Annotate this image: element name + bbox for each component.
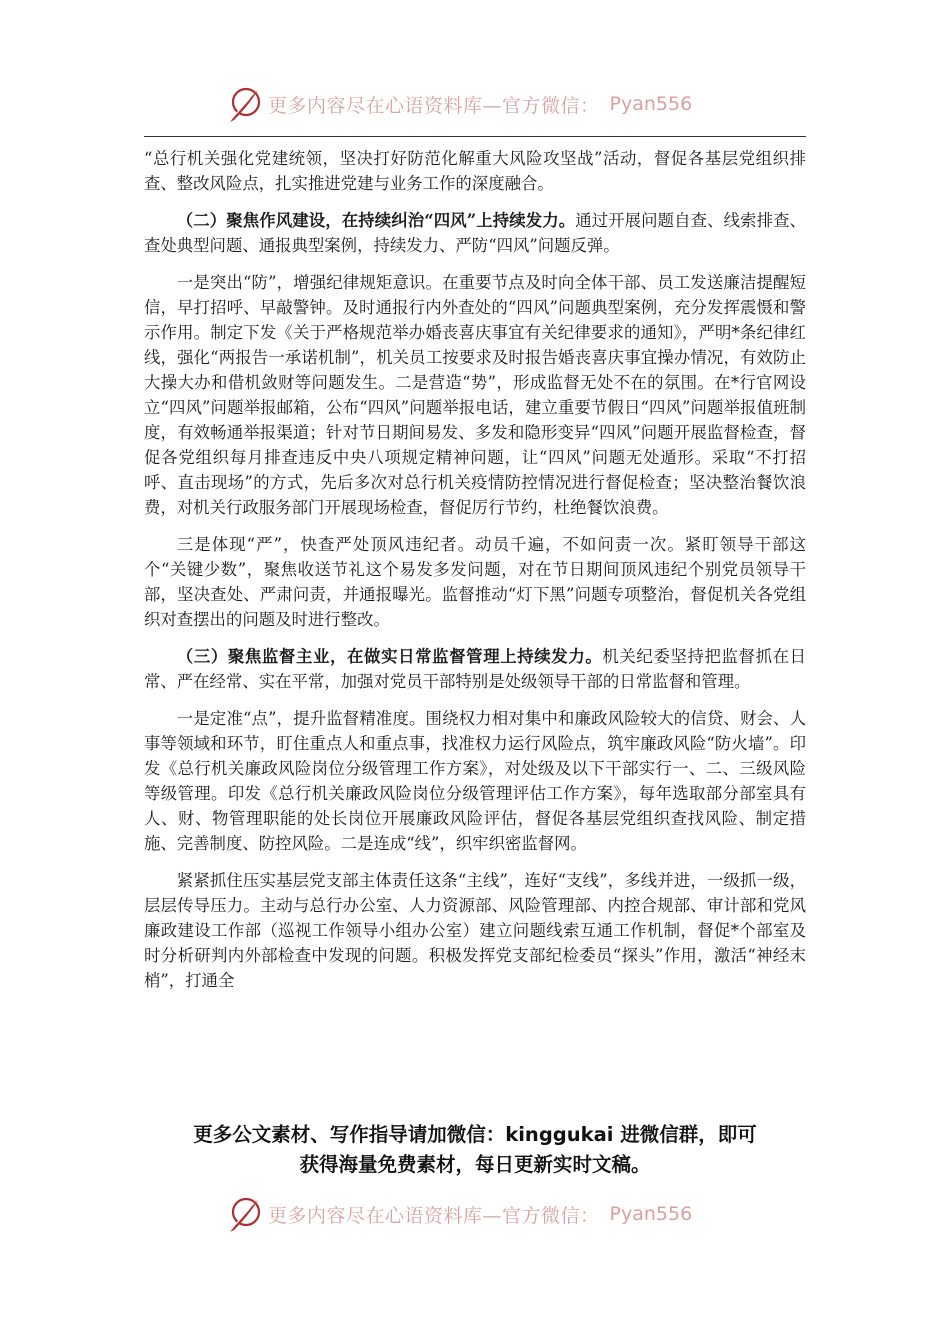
watermark-text: 更多内容尽在心语资料库—官方微信：	[268, 1204, 600, 1227]
watermark-wechat-id: Pyan556	[609, 1203, 693, 1225]
paragraph-1: “总行机关强化党建统领，坚决打好防范化解重大风险攻坚战”活动，督促各基层党组织排查、整改风险点，扎实推进党建与业务工作的深度融合。	[144, 149, 806, 193]
header-watermark	[226, 82, 692, 126]
paragraph-6: 一是定准“点”，提升监督精准度。围绕权力相对集中和廉政风险较大的信贷、财会、人事等领域和环节，盯住重点人和重点事，找准权力运行风险点，筑牢廉政风险“防火墙”。印发《总行机关廉政风险岗位分级管理工作方案》，对处级及以下干部实行一、二、三级风险等级管理。印发《总行机关廉政风险岗位分级管理评估工作方案》，每年选取部分部室具有人、财、物管理职能的处长岗位开展廉政风险评估，督促各基层党组织查找风险、制定措施、完善制度、防控风险。二是连成“线”，织牢织密监督网。	[144, 709, 806, 853]
promo-notice	[144, 1120, 806, 1180]
watermark-wechat-id: Pyan556	[609, 93, 693, 115]
paragraph-4: 三是体现“严”，快查严处顶风违纪者。动员千遍，不如问责一次。紧盯领导干部这个“关键少数”，聚焦收送节礼这个易发多发问题，对在节日期间顶风违纪个别党员领导干部，坚决查处、严肃问责，并通报曝光。监督推动“灯下黑”问题专项整治，督促机关各党组织对查摆出的问题及时进行整改。	[144, 535, 806, 629]
paragraph-2	[144, 208, 806, 258]
paragraph-3: 一是突出“防”，增强纪律规矩意识。在重要节点及时向全体干部、员工发送廉洁提醒短信，早打招呼、早敲警钟。及时通报行内外查处的“四风”问题典型案例，充分发挥震慑和警示作用。制定下发《关于严格规范举办婚丧喜庆事宜有关纪律要求的通知》，严明*条纪律红线，强化“两报告一承诺机制”，机关员工按要求及时报告婚丧喜庆事宜操办情况，有效防止大操大办和借机敛财等问题发生。二是营造“势”，形成监督无处不在的氛围。在*行官网设立“四风”问题举报邮箱，公布“四风”问题举报电话，建立重要节假日“四风”问题举报值班制度，有效畅通举报渠道；针对节日期间易发、多发和隐形变异“四风”问题开展监督检查，督促各党组织每月排查违反中央八项规定精神问题，让“四风”问题无处遁形。采取“不打招呼、直击现场”的方式，先后多次对总行机关疫情防控情况进行督促检查；坚决整治餐饮浪费，对机关行政服务部门开展现场检查，督促厉行节约，杜绝餐饮浪费。	[144, 273, 806, 517]
document-body	[144, 146, 806, 1005]
promo-line-2: 获得海量免费素材，每日更新实时文稿。	[299, 1153, 651, 1176]
quill-logo-icon	[226, 1194, 262, 1234]
promo-line-1: 更多公文素材、写作指导请加微信：kinggukai 进微信群，即可	[193, 1123, 757, 1146]
section-heading-3: （三）聚焦监督主业，在做实日常监督管理上持续发力。	[176, 647, 603, 666]
header-rule	[144, 136, 806, 137]
paragraph-5-body: 机关纪委坚持把监督抓在日常、严在经常、实在平常，加强对党员干部特别是处级领导干部的日常监督和管理。	[144, 647, 807, 691]
paragraph-7: 紧紧抓住压实基层党支部主体责任这条“主线”，连好“支线”，多线并进，一级抓一级，层层传导压力。主动与总行办公室、人力资源部、风险管理部、内控合规部、审计部和党风廉政建设工作部（巡视工作领导小组办公室）建立问题线索互通工作机制，督促*个部室及时分析研判内外部检查中发现的问题。积极发挥党支部纪检委员“探头”作用，激活“神经末梢”，打通全	[144, 871, 806, 990]
footer-watermark	[226, 1192, 692, 1236]
quill-logo-icon	[226, 84, 262, 124]
paragraph-5	[144, 644, 806, 694]
paragraph-2-body: 通过开展问题自查、线索排查、查处典型问题、通报典型案例，持续发力、严防“四风”问题反弹。	[144, 211, 807, 255]
watermark-text: 更多内容尽在心语资料库—官方微信：	[268, 94, 600, 117]
section-heading-2: （二）聚焦作风建设，在持续纠治“四风”上持续发力。	[176, 211, 576, 230]
